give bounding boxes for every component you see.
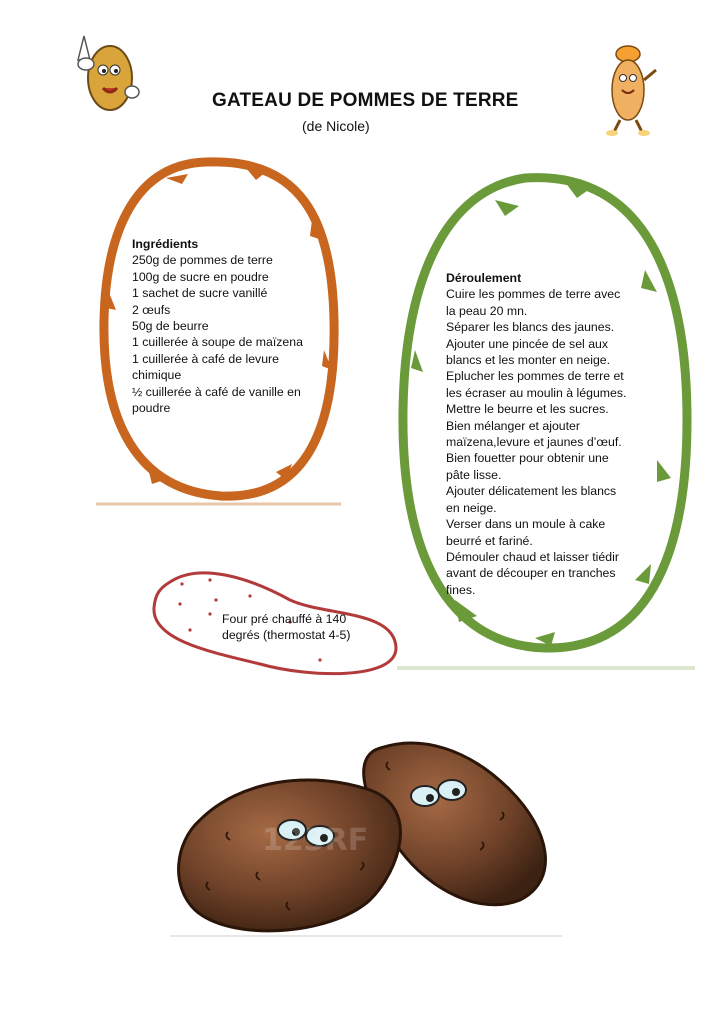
step-line: Verser dans un moule à cake [446, 517, 606, 532]
step-line: Mettre le beurre et les sucres. [446, 402, 609, 417]
ingredient-line: 50g de beurre [132, 319, 209, 334]
ingredients-heading: Ingrédients [132, 237, 199, 251]
steps-heading: Déroulement [446, 271, 522, 285]
step-line: Ajouter délicatement les blancs [446, 484, 617, 499]
step-line: Eplucher les pommes de terre et [446, 369, 624, 384]
ingredient-line: 2 œufs [132, 302, 171, 317]
oven-line: Four pré chauffé à 140 [222, 612, 347, 626]
ingredient-line: poudre [132, 401, 171, 416]
two-potatoes-illustration [170, 730, 570, 940]
ingredient-line: 1 cuillerée à café de levure [132, 351, 279, 366]
oven-block [222, 611, 372, 644]
ingredients-block [132, 236, 312, 416]
page-subtitle: (de Nicole) [302, 118, 370, 134]
step-line: en neige. [446, 500, 497, 515]
step-line: la peau 20 mn. [446, 303, 528, 318]
page-title: GATEAU DE POMMES DE TERRE [212, 90, 519, 111]
step-line: Ajouter une pincée de sel aux [446, 336, 609, 351]
watermark-text: 123RF [262, 823, 369, 858]
step-line: Démouler chaud et laisser tiédir [446, 549, 619, 564]
ingredient-line: 1 sachet de sucre vanillé [132, 286, 268, 301]
ingredient-line: 1 cuillerée à soupe de maïzena [132, 335, 303, 350]
step-line: maïzena,levure et jaunes d’œuf. [446, 435, 622, 450]
step-line: Séparer les blancs des jaunes. [446, 320, 615, 335]
step-line: fines. [446, 582, 476, 597]
ingredient-line: ½ cuillerée à café de vanille en [132, 384, 301, 399]
ingredient-line: chimique [132, 368, 182, 383]
chef-potato-icon [600, 40, 662, 136]
thumbs-up-potato-icon [70, 30, 142, 116]
ingredient-line: 250g de pommes de terre [132, 253, 273, 268]
ingredient-line: 100g de sucre en poudre [132, 269, 269, 284]
step-line: blancs et les monter en neige. [446, 353, 611, 368]
steps-block [446, 270, 632, 598]
step-line: les écraser au moulin à légumes. [446, 385, 627, 400]
step-line: Cuire les pommes de terre avec [446, 287, 621, 302]
step-line: avant de découper en tranches [446, 566, 616, 581]
step-line: Bien mélanger et ajouter [446, 418, 580, 433]
step-line: Bien fouetter pour obtenir une [446, 451, 609, 466]
step-line: pâte lisse. [446, 467, 502, 482]
step-line: beurré et fariné. [446, 533, 533, 548]
oven-line: degrés (thermostat 4-5) [222, 628, 351, 643]
